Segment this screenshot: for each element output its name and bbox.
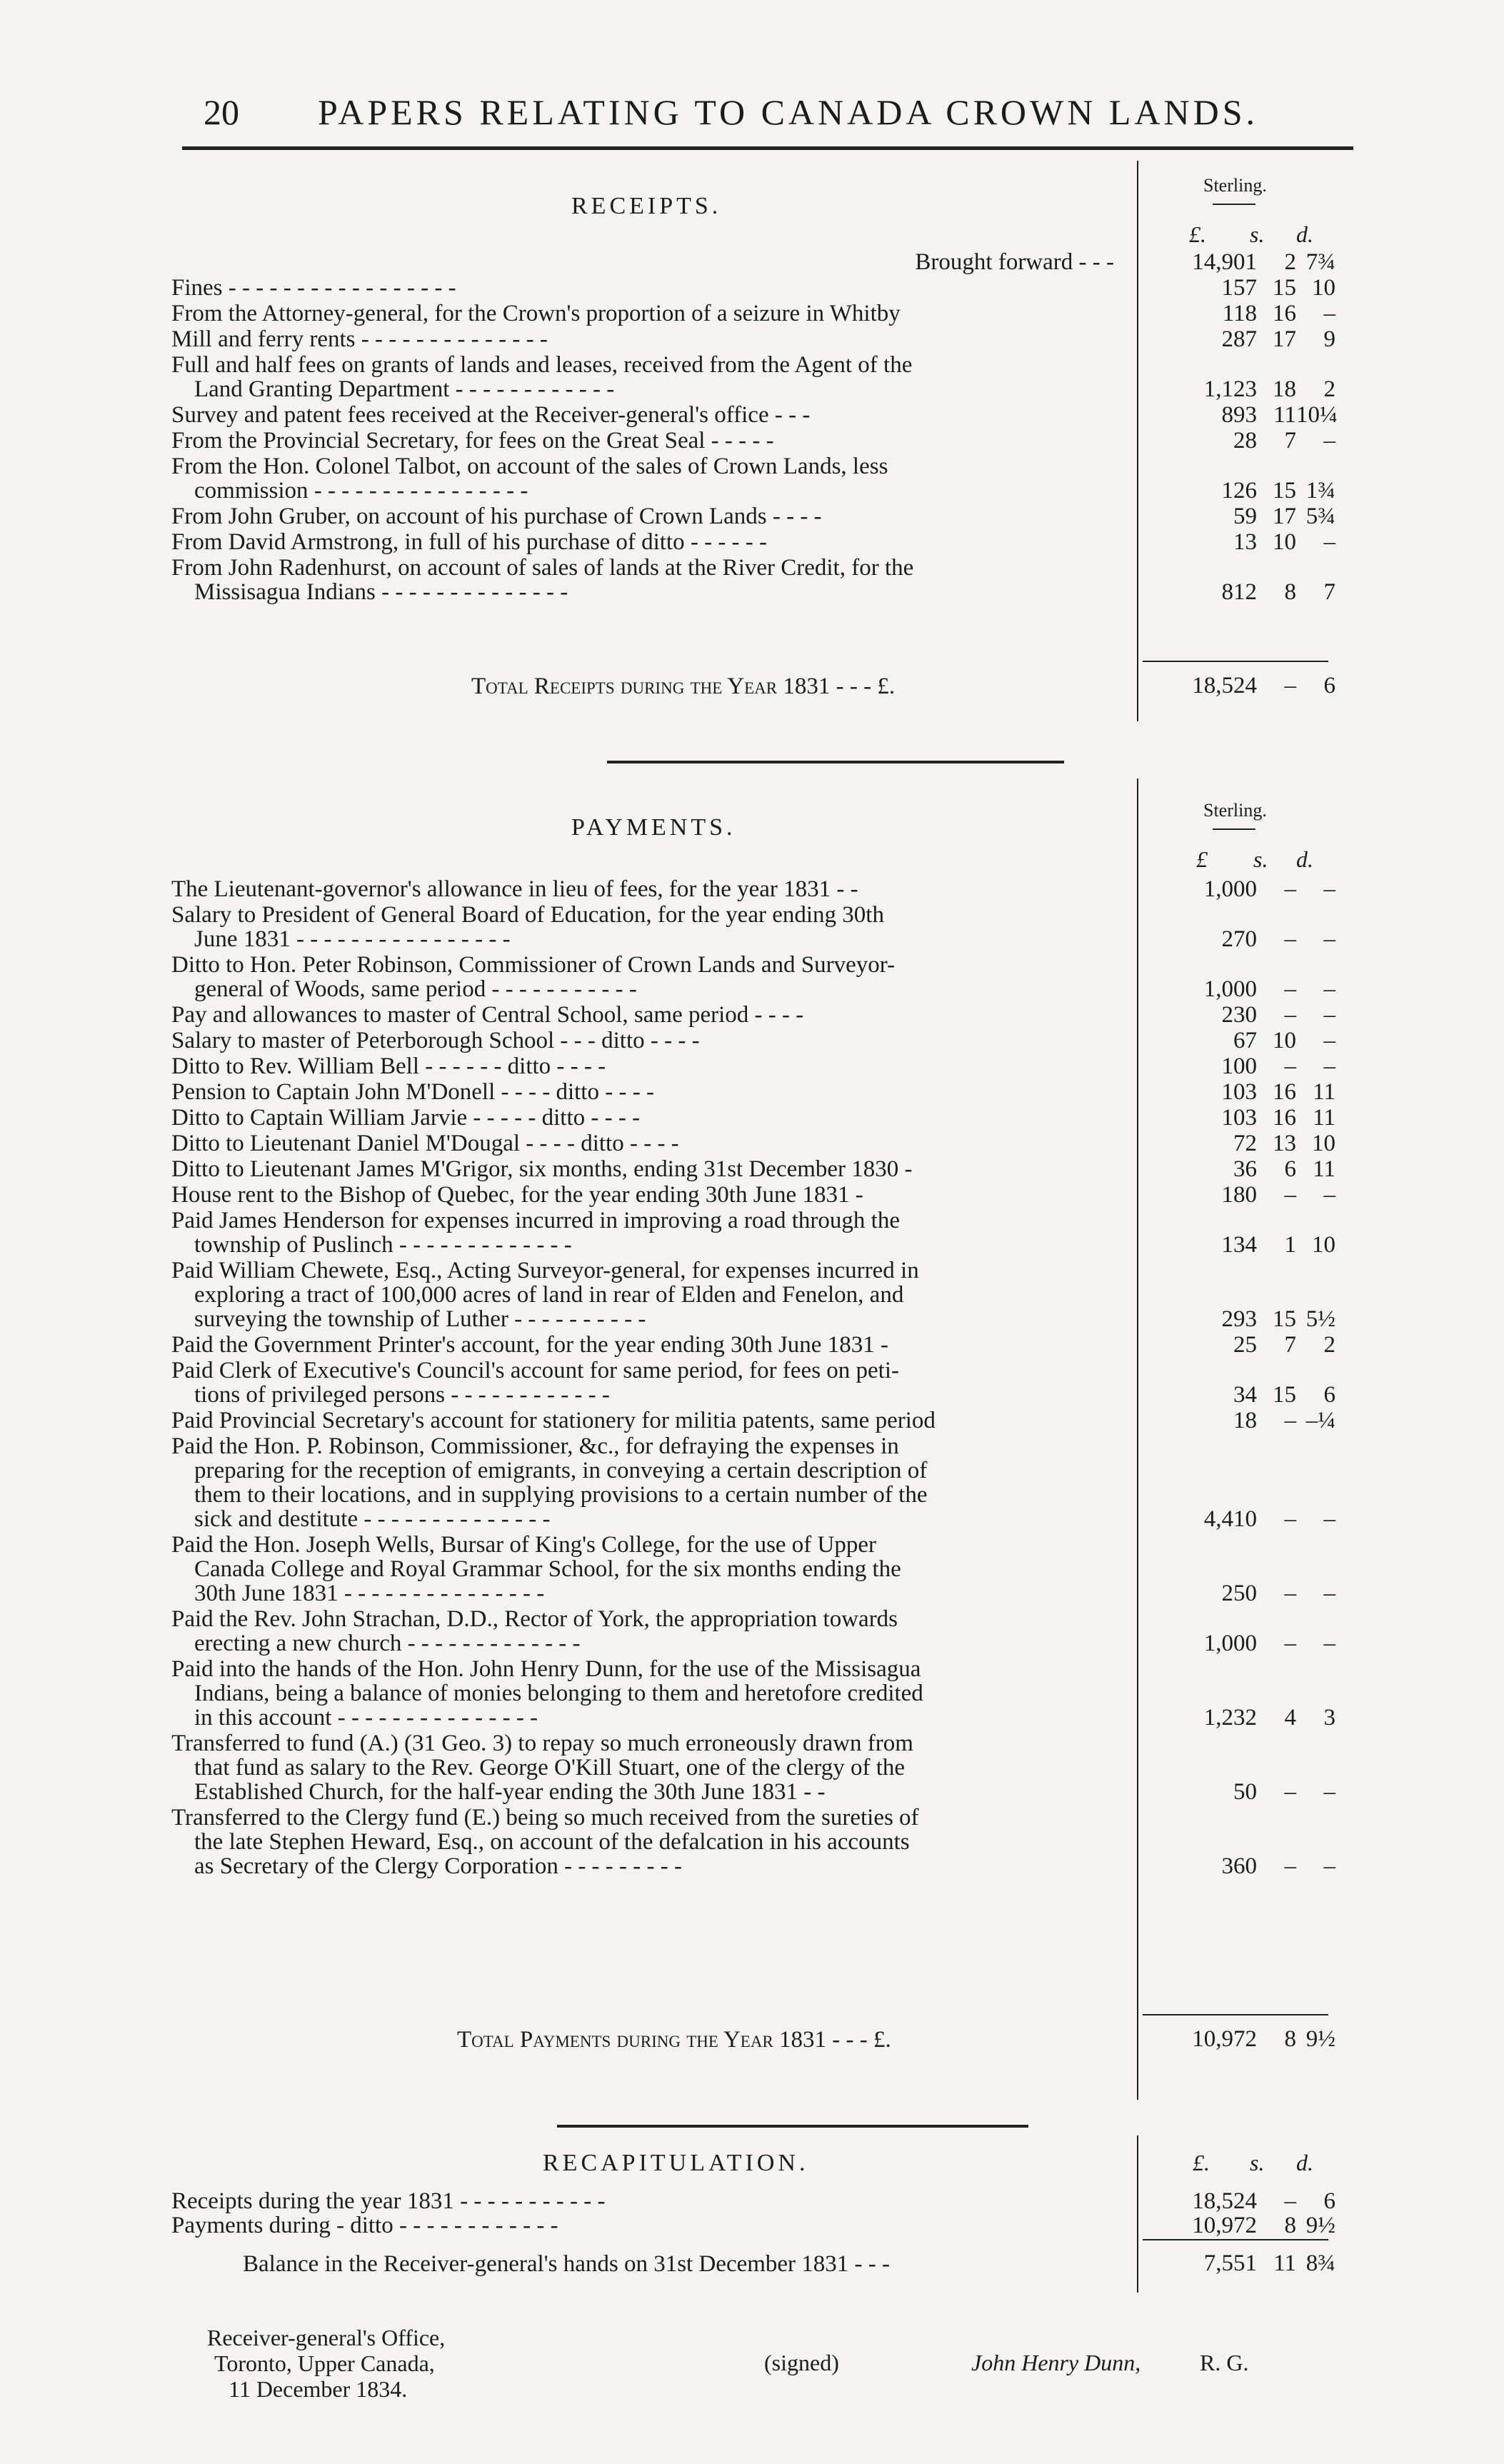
recapitulation-section (171, 2135, 1343, 2300)
amount-shillings: 18 (1273, 376, 1296, 402)
amount-pounds: 126 (1221, 478, 1257, 504)
description-line: erecting a new church - - - - - - - - - - - - - (194, 1631, 581, 1656)
row-amount (1150, 403, 1343, 427)
row-amount (1150, 580, 1343, 604)
amount-pounds: 13 (1233, 529, 1257, 555)
signed-note: (signed) (764, 2350, 839, 2375)
row-description (171, 1657, 1114, 1730)
amount-shillings: 11 (1273, 402, 1296, 428)
amount-pounds: 1,000 (1203, 1631, 1257, 1656)
description-line: Ditto to Rev. William Bell - - - - - - ditto - - - - (171, 1054, 606, 1078)
amount-shillings: 8 (1284, 2213, 1296, 2238)
payments-total-rule (1143, 2014, 1328, 2015)
payments-sterling-label: Sterling. (1203, 800, 1267, 821)
row-amount (1150, 1028, 1343, 1053)
amount-pounds: 118 (1222, 301, 1257, 326)
receipts-total-rule (1143, 661, 1328, 662)
recap-shillings-header: s. (1250, 2150, 1265, 2175)
description-line: Ditto to Lieutenant James M'Grigor, six months, ending 31st December 1830 - (171, 1157, 913, 1181)
row-description (171, 1333, 1114, 1357)
amount-pence: –¼ (1305, 1408, 1335, 1433)
amount-pounds: 25 (1233, 1332, 1257, 1358)
row-description (171, 2213, 1114, 2238)
amount-pence: 2 (1323, 376, 1335, 402)
amount-shillings: – (1284, 1053, 1296, 1079)
row-description (171, 454, 1114, 503)
amount-shillings: – (1284, 1506, 1296, 1532)
amount-shillings: – (1284, 976, 1296, 1002)
amount-pounds: 10,972 (1192, 2213, 1257, 2238)
amount-pounds: 18,524 (1192, 673, 1257, 698)
row-description (171, 530, 1114, 554)
description-line: Salary to President of General Board of Education, for the year ending 30th (171, 903, 884, 927)
amount-pounds: 287 (1221, 326, 1257, 352)
description-line: Paid the Hon. P. Robinson, Commissioner, &c., for defraying the expenses in (171, 1434, 899, 1458)
row-description (171, 556, 1114, 604)
amount-pounds: 10,972 (1192, 2026, 1257, 2052)
description-line: surveying the township of Luther - - - - - - - - - - (194, 1307, 646, 1331)
description-line: Receipts during the year 1831 - - - - - - - - - - - (171, 2189, 606, 2213)
row-description (171, 1080, 1114, 1104)
row-description (171, 1131, 1114, 1156)
amount-pence: – (1323, 301, 1335, 326)
description-line: Paid William Chewete, Esq., Acting Surveyor-general, for expenses incurred in (171, 1258, 919, 1283)
amount-pounds: 67 (1233, 1028, 1257, 1053)
amount-pounds: 1,000 (1203, 876, 1257, 902)
description-line: that fund as salary to the Rev. George O'Kill Stuart, one of the clergy of the (194, 1756, 906, 1780)
payments-column-rule (1137, 778, 1138, 2100)
row-description (171, 1208, 1114, 1257)
amount-shillings: 2 (1284, 249, 1296, 275)
row-amount (1150, 1780, 1343, 1804)
amount-pence: – (1323, 876, 1335, 902)
row-description (171, 953, 1114, 1001)
row-amount (1150, 1080, 1343, 1104)
amount-shillings: 4 (1284, 1705, 1296, 1731)
amount-pounds: 1,000 (1203, 976, 1257, 1002)
row-description (171, 877, 1114, 901)
amount-shillings: – (1284, 1631, 1296, 1656)
payments-pence-header: d. (1296, 846, 1313, 872)
amount-shillings: 10 (1273, 529, 1296, 555)
amount-shillings: – (1284, 1581, 1296, 1606)
amount-pence: 11 (1313, 1105, 1335, 1131)
amount-pence: 11 (1313, 1156, 1335, 1182)
recap-pence-header: d. (1296, 2150, 1313, 2175)
row-description (171, 504, 1114, 529)
office-line: Receiver-general's Office, (207, 2325, 446, 2350)
amount-pounds: 103 (1221, 1105, 1257, 1131)
page-title: PAPERS RELATING TO CANADA CROWN LANDS. (318, 92, 1259, 132)
description-line: From John Radenhurst, on account of sales of lands at the River Credit, for the (171, 556, 914, 580)
recap-column-rule (1137, 2135, 1138, 2293)
header-rule (182, 146, 1353, 150)
amount-pounds: 103 (1221, 1079, 1257, 1105)
office-line: Toronto, Upper Canada, (214, 2350, 435, 2376)
amount-pence: 9 (1323, 326, 1335, 352)
amount-pounds: 18,524 (1192, 2188, 1257, 2214)
description-line: Full and half fees on grants of lands and leases, received from the Agent of the (171, 353, 913, 377)
row-amount (1150, 377, 1343, 401)
payments-shillings-header: s. (1253, 846, 1268, 872)
amount-pounds: 180 (1221, 1182, 1257, 1208)
row-description (171, 1258, 1114, 1331)
receipts-sterling-underline (1213, 204, 1255, 205)
balance-label: Balance in the Receiver-general's hands on 31st December 1831 - - - (243, 2251, 891, 2277)
row-amount (1150, 1507, 1343, 1531)
row-amount (1150, 504, 1343, 529)
row-amount (1150, 301, 1343, 326)
amount-shillings: – (1284, 926, 1296, 952)
row-amount (1150, 1631, 1343, 1656)
amount-shillings: 15 (1273, 275, 1296, 301)
amount-pounds: 14,901 (1192, 249, 1257, 275)
amount-shillings: – (1284, 876, 1296, 902)
payments-pounds-header: £ (1196, 846, 1208, 872)
amount-pounds: 59 (1233, 504, 1257, 529)
row-amount (1150, 1183, 1343, 1207)
row-description (171, 327, 1114, 351)
amount-pence: – (1323, 1853, 1335, 1879)
row-amount (1150, 2213, 1343, 2238)
amount-pounds: 812 (1221, 579, 1257, 605)
row-amount (1150, 1054, 1343, 1078)
row-amount (1150, 276, 1343, 300)
row-description (171, 1607, 1114, 1656)
description-line: Canada College and Royal Grammar School, for the six months ending the (194, 1557, 901, 1581)
amount-pence: – (1323, 1779, 1335, 1805)
row-amount (1150, 1307, 1343, 1331)
amount-pounds: 72 (1233, 1131, 1257, 1156)
row-amount (1150, 1383, 1343, 1407)
description-line: general of Woods, same period - - - - - - - - - - - (194, 977, 637, 1001)
description-line: Missisagua Indians - - - - - - - - - - - - - - (194, 580, 568, 604)
description-line: Pension to Captain John M'Donell - - - - ditto - - - - (171, 1080, 654, 1104)
amount-pence: 9½ (1305, 2213, 1335, 2238)
amount-shillings: 6 (1284, 1156, 1296, 1182)
amount-shillings: – (1284, 1182, 1296, 1208)
row-amount (1150, 1333, 1343, 1357)
amount-pence: 7¾ (1305, 249, 1335, 275)
amount-shillings: 10 (1273, 1028, 1296, 1053)
amount-pence: – (1323, 1506, 1335, 1532)
amount-pence: 6 (1323, 1382, 1335, 1408)
row-amount (1150, 1157, 1343, 1181)
amount-pence: 10 (1312, 1131, 1335, 1156)
row-description (171, 429, 1114, 453)
amount-pounds: 7,551 (1203, 2250, 1257, 2276)
receipts-section (171, 161, 1343, 732)
amount-pounds: 134 (1221, 1232, 1257, 1258)
row-description (171, 1731, 1114, 1804)
amount-pence: – (1323, 1053, 1335, 1079)
amount-pence: – (1323, 1581, 1335, 1606)
amount-pence: 8¾ (1305, 2250, 1335, 2276)
description-line: Salary to master of Peterborough School - - - ditto - - - - (171, 1028, 700, 1053)
amount-pence: 6 (1323, 673, 1335, 698)
payments-sterling-underline (1213, 828, 1255, 830)
recap-pounds-header: £. (1193, 2150, 1210, 2175)
section-divider (607, 761, 1064, 763)
amount-shillings: 17 (1273, 504, 1296, 529)
recap-title: RECAPITULATION. (543, 2150, 809, 2176)
amount-pence: 10 (1312, 1232, 1335, 1258)
amount-pence: 5½ (1305, 1306, 1335, 1332)
amount-shillings: 1 (1284, 1232, 1296, 1258)
row-amount (1150, 1106, 1343, 1130)
row-amount (1150, 1408, 1343, 1433)
row-description (171, 301, 1114, 326)
row-description (171, 1003, 1114, 1027)
amount-pence: – (1323, 976, 1335, 1002)
amount-shillings: 17 (1273, 326, 1296, 352)
description-line: From David Armstrong, in full of his purchase of ditto - - - - - - (171, 530, 768, 554)
amount-pence: 10 (1312, 275, 1335, 301)
amount-shillings: 15 (1273, 478, 1296, 504)
description-line: Paid James Henderson for expenses incurred in improving a road through the (171, 1208, 900, 1233)
amount-shillings: 13 (1273, 1131, 1296, 1156)
amount-shillings: 11 (1273, 2250, 1296, 2276)
amount-shillings: – (1284, 1408, 1296, 1433)
amount-pence: – (1323, 926, 1335, 952)
amount-pence: 6 (1323, 2188, 1335, 2214)
description-line: Brought forward - - - (915, 250, 1114, 274)
amount-shillings: 16 (1273, 1105, 1296, 1131)
row-description (171, 1157, 1114, 1181)
amount-pence: – (1323, 1182, 1335, 1208)
row-amount (1150, 429, 1343, 453)
amount-shillings: 15 (1273, 1306, 1296, 1332)
amount-pence: 2 (1323, 1332, 1335, 1358)
amount-shillings: – (1284, 1853, 1296, 1879)
description-line: June 1831 - - - - - - - - - - - - - - - - (194, 927, 511, 951)
amount-shillings: 16 (1273, 301, 1296, 326)
receipts-total-label: Total Receipts during the Year 1831 - - - £. (471, 673, 896, 699)
amount-shillings: – (1284, 1779, 1296, 1805)
description-line: Mill and ferry rents - - - - - - - - - - - - - - (171, 327, 548, 351)
office-address (207, 2325, 445, 2402)
amount-shillings: 16 (1273, 1079, 1296, 1105)
row-description (171, 1183, 1114, 1207)
amount-pounds: 157 (1221, 275, 1257, 301)
description-line: Pay and allowances to master of Central School, same period - - - - (171, 1003, 804, 1027)
description-line: From the Attorney-general, for the Crown's proportion of a seizure in Whitby (171, 301, 901, 326)
amount-pence: 9½ (1305, 2026, 1335, 2052)
amount-pence: 10¼ (1296, 402, 1338, 428)
description-line: Paid the Rev. John Strachan, D.D., Rector of York, the appropriation towards (171, 1607, 898, 1631)
row-description (171, 276, 1114, 300)
row-description (171, 1806, 1114, 1878)
row-amount (1150, 877, 1343, 901)
row-description (171, 1028, 1114, 1053)
row-amount (1150, 927, 1343, 951)
recap-balance-rule (1143, 2239, 1328, 2240)
description-line: Survey and patent fees received at the Receiver-general's office - - - (171, 403, 811, 427)
row-amount (1150, 1131, 1343, 1156)
amount-pounds: 36 (1233, 1156, 1257, 1182)
row-description (171, 1054, 1114, 1078)
section-divider (557, 2125, 1028, 2128)
payments-title: PAYMENTS. (571, 814, 736, 841)
payments-total-label: Total Payments during the Year 1831 - - - £. (457, 2027, 891, 2053)
amount-pounds: 893 (1221, 402, 1257, 428)
amount-pounds: 293 (1221, 1306, 1257, 1332)
description-line: in this account - - - - - - - - - - - - - - - (194, 1706, 538, 1730)
description-line: From the Hon. Colonel Talbot, on account of the sales of Crown Lands, less (171, 454, 888, 479)
amount-shillings: – (1284, 1002, 1296, 1028)
description-line: Paid the Hon. Joseph Wells, Bursar of King's College, for the use of Upper (171, 1533, 877, 1557)
amount-pounds: 1,232 (1203, 1705, 1257, 1731)
amount-shillings: – (1284, 673, 1296, 698)
amount-pence: 3 (1323, 1705, 1335, 1731)
receipts-sterling-label: Sterling. (1203, 175, 1267, 196)
description-line: Fines - - - - - - - - - - - - - - - - - (171, 276, 456, 300)
description-line: Ditto to Hon. Peter Robinson, Commissioner of Crown Lands and Surveyor- (171, 953, 896, 977)
row-amount (1150, 1706, 1343, 1730)
office-line: 11 December 1834. (229, 2376, 408, 2402)
amount-shillings: 15 (1273, 1382, 1296, 1408)
description-line: From the Provincial Secretary, for fees on the Great Seal - - - - - (171, 429, 774, 453)
amount-pence: – (1323, 1028, 1335, 1053)
description-line: township of Puslinch - - - - - - - - - - - - - (194, 1233, 572, 1257)
row-description (171, 903, 1114, 951)
row-amount (1150, 1581, 1343, 1606)
description-line: Established Church, for the half-year ending the 30th June 1831 - - (194, 1780, 826, 1804)
description-line: the late Stephen Heward, Esq., on account of the defalcation in his accounts (194, 1830, 910, 1854)
description-line: 30th June 1831 - - - - - - - - - - - - - - - (194, 1581, 545, 1606)
row-amount (1150, 1233, 1343, 1257)
amount-pounds: 34 (1233, 1382, 1257, 1408)
description-line: Paid Provincial Secretary's account for stationery for militia patents, same period (171, 1408, 936, 1433)
amount-pounds: 1,123 (1203, 376, 1257, 402)
description-line: Land Granting Department - - - - - - - - - - - - (194, 377, 615, 401)
description-line: House rent to the Bishop of Quebec, for the year ending 30th June 1831 - (171, 1183, 863, 1207)
row-description (171, 1106, 1114, 1130)
row-amount (1150, 530, 1343, 554)
row-amount (1150, 250, 1343, 274)
row-amount (1150, 2189, 1343, 2213)
amount-pence: – (1323, 428, 1335, 454)
row-amount (1150, 327, 1343, 351)
signatory-name: John Henry Dunn, (971, 2350, 1141, 2375)
description-line: Transferred to the Clergy fund (E.) being so much received from the sureties of (171, 1806, 919, 1830)
row-description (171, 1408, 1114, 1433)
description-line: as Secretary of the Clergy Corporation - - - - - - - - - (194, 1854, 682, 1878)
amount-pounds: 270 (1221, 926, 1257, 952)
row-amount (1150, 977, 1343, 1001)
row-description (171, 1434, 1114, 1531)
amount-pence: – (1323, 529, 1335, 555)
receipts-pence-header: d. (1296, 221, 1313, 247)
amount-pounds: 250 (1221, 1581, 1257, 1606)
description-line: Paid into the hands of the Hon. John Henry Dunn, for the use of the Missisagua (171, 1657, 921, 1681)
page-header (182, 86, 1360, 136)
description-line: commission - - - - - - - - - - - - - - - - (194, 479, 528, 503)
description-line: them to their locations, and in supplying provisions to a certain number of the (194, 1483, 928, 1507)
receipts-column-rule (1137, 161, 1138, 721)
amount-pence: – (1323, 1002, 1335, 1028)
amount-pence: 1¾ (1305, 478, 1335, 504)
description-line: exploring a tract of 100,000 acres of land in rear of Elden and Fenelon, and (194, 1283, 904, 1307)
amount-pounds: 100 (1221, 1053, 1257, 1079)
amount-pounds: 4,410 (1203, 1506, 1257, 1532)
amount-pence: 11 (1313, 1079, 1335, 1105)
receipts-pounds-header: £. (1189, 221, 1206, 247)
description-line: Ditto to Captain William Jarvie - - - - - ditto - - - - (171, 1106, 641, 1130)
receipts-shillings-header: s. (1250, 221, 1265, 247)
page-number: 20 (204, 92, 239, 132)
description-line: preparing for the reception of emigrants, in conveying a certain description of (194, 1458, 928, 1483)
description-line: Paid the Government Printer's account, for the year ending 30th June 1831 - (171, 1333, 888, 1357)
amount-pounds: 360 (1221, 1853, 1257, 1879)
row-description (171, 1533, 1114, 1606)
amount-pounds: 18 (1233, 1408, 1257, 1433)
amount-pence: 5¾ (1305, 504, 1335, 529)
amount-pounds: 50 (1233, 1779, 1257, 1805)
amount-shillings: 7 (1284, 1332, 1296, 1358)
description-line: Ditto to Lieutenant Daniel M'Dougal - - - - ditto - - - - (171, 1131, 679, 1156)
row-description (171, 1358, 1114, 1407)
row-amount (1150, 479, 1343, 503)
description-line: sick and destitute - - - - - - - - - - - - - - (194, 1507, 551, 1531)
row-amount (1150, 1003, 1343, 1027)
row-description (171, 403, 1114, 427)
row-description (171, 2189, 1114, 2213)
description-line: Indians, being a balance of monies belonging to them and heretofore credited (194, 1681, 923, 1706)
amount-shillings: 7 (1284, 428, 1296, 454)
description-line: The Lieutenant-governor's allowance in lieu of fees, for the year 1831 - - (171, 877, 858, 901)
amount-shillings: – (1284, 2188, 1296, 2214)
amount-pounds: 28 (1233, 428, 1257, 454)
description-line: Paid Clerk of Executive's Council's account for same period, for fees on peti- (171, 1358, 900, 1383)
amount-pounds: 230 (1221, 1002, 1257, 1028)
receipts-title: RECEIPTS. (571, 193, 722, 219)
payments-section (171, 778, 1343, 2064)
description-line: Payments during - ditto - - - - - - - - - - - - (171, 2213, 558, 2238)
amount-pence: 7 (1323, 579, 1335, 605)
amount-shillings: 8 (1284, 579, 1296, 605)
description-line: From John Gruber, on account of his purchase of Crown Lands - - - - (171, 504, 822, 529)
description-line: Transferred to fund (A.) (31 Geo. 3) to repay so much erroneously drawn from (171, 1731, 913, 1756)
row-description (171, 353, 1114, 401)
signatory-title: R. G. (1200, 2350, 1249, 2375)
row-amount (1150, 1854, 1343, 1878)
description-line: tions of privileged persons - - - - - - - - - - - - (194, 1383, 610, 1407)
row-description (171, 250, 1114, 274)
amount-pence: – (1323, 1631, 1335, 1656)
amount-shillings: 8 (1284, 2026, 1296, 2052)
